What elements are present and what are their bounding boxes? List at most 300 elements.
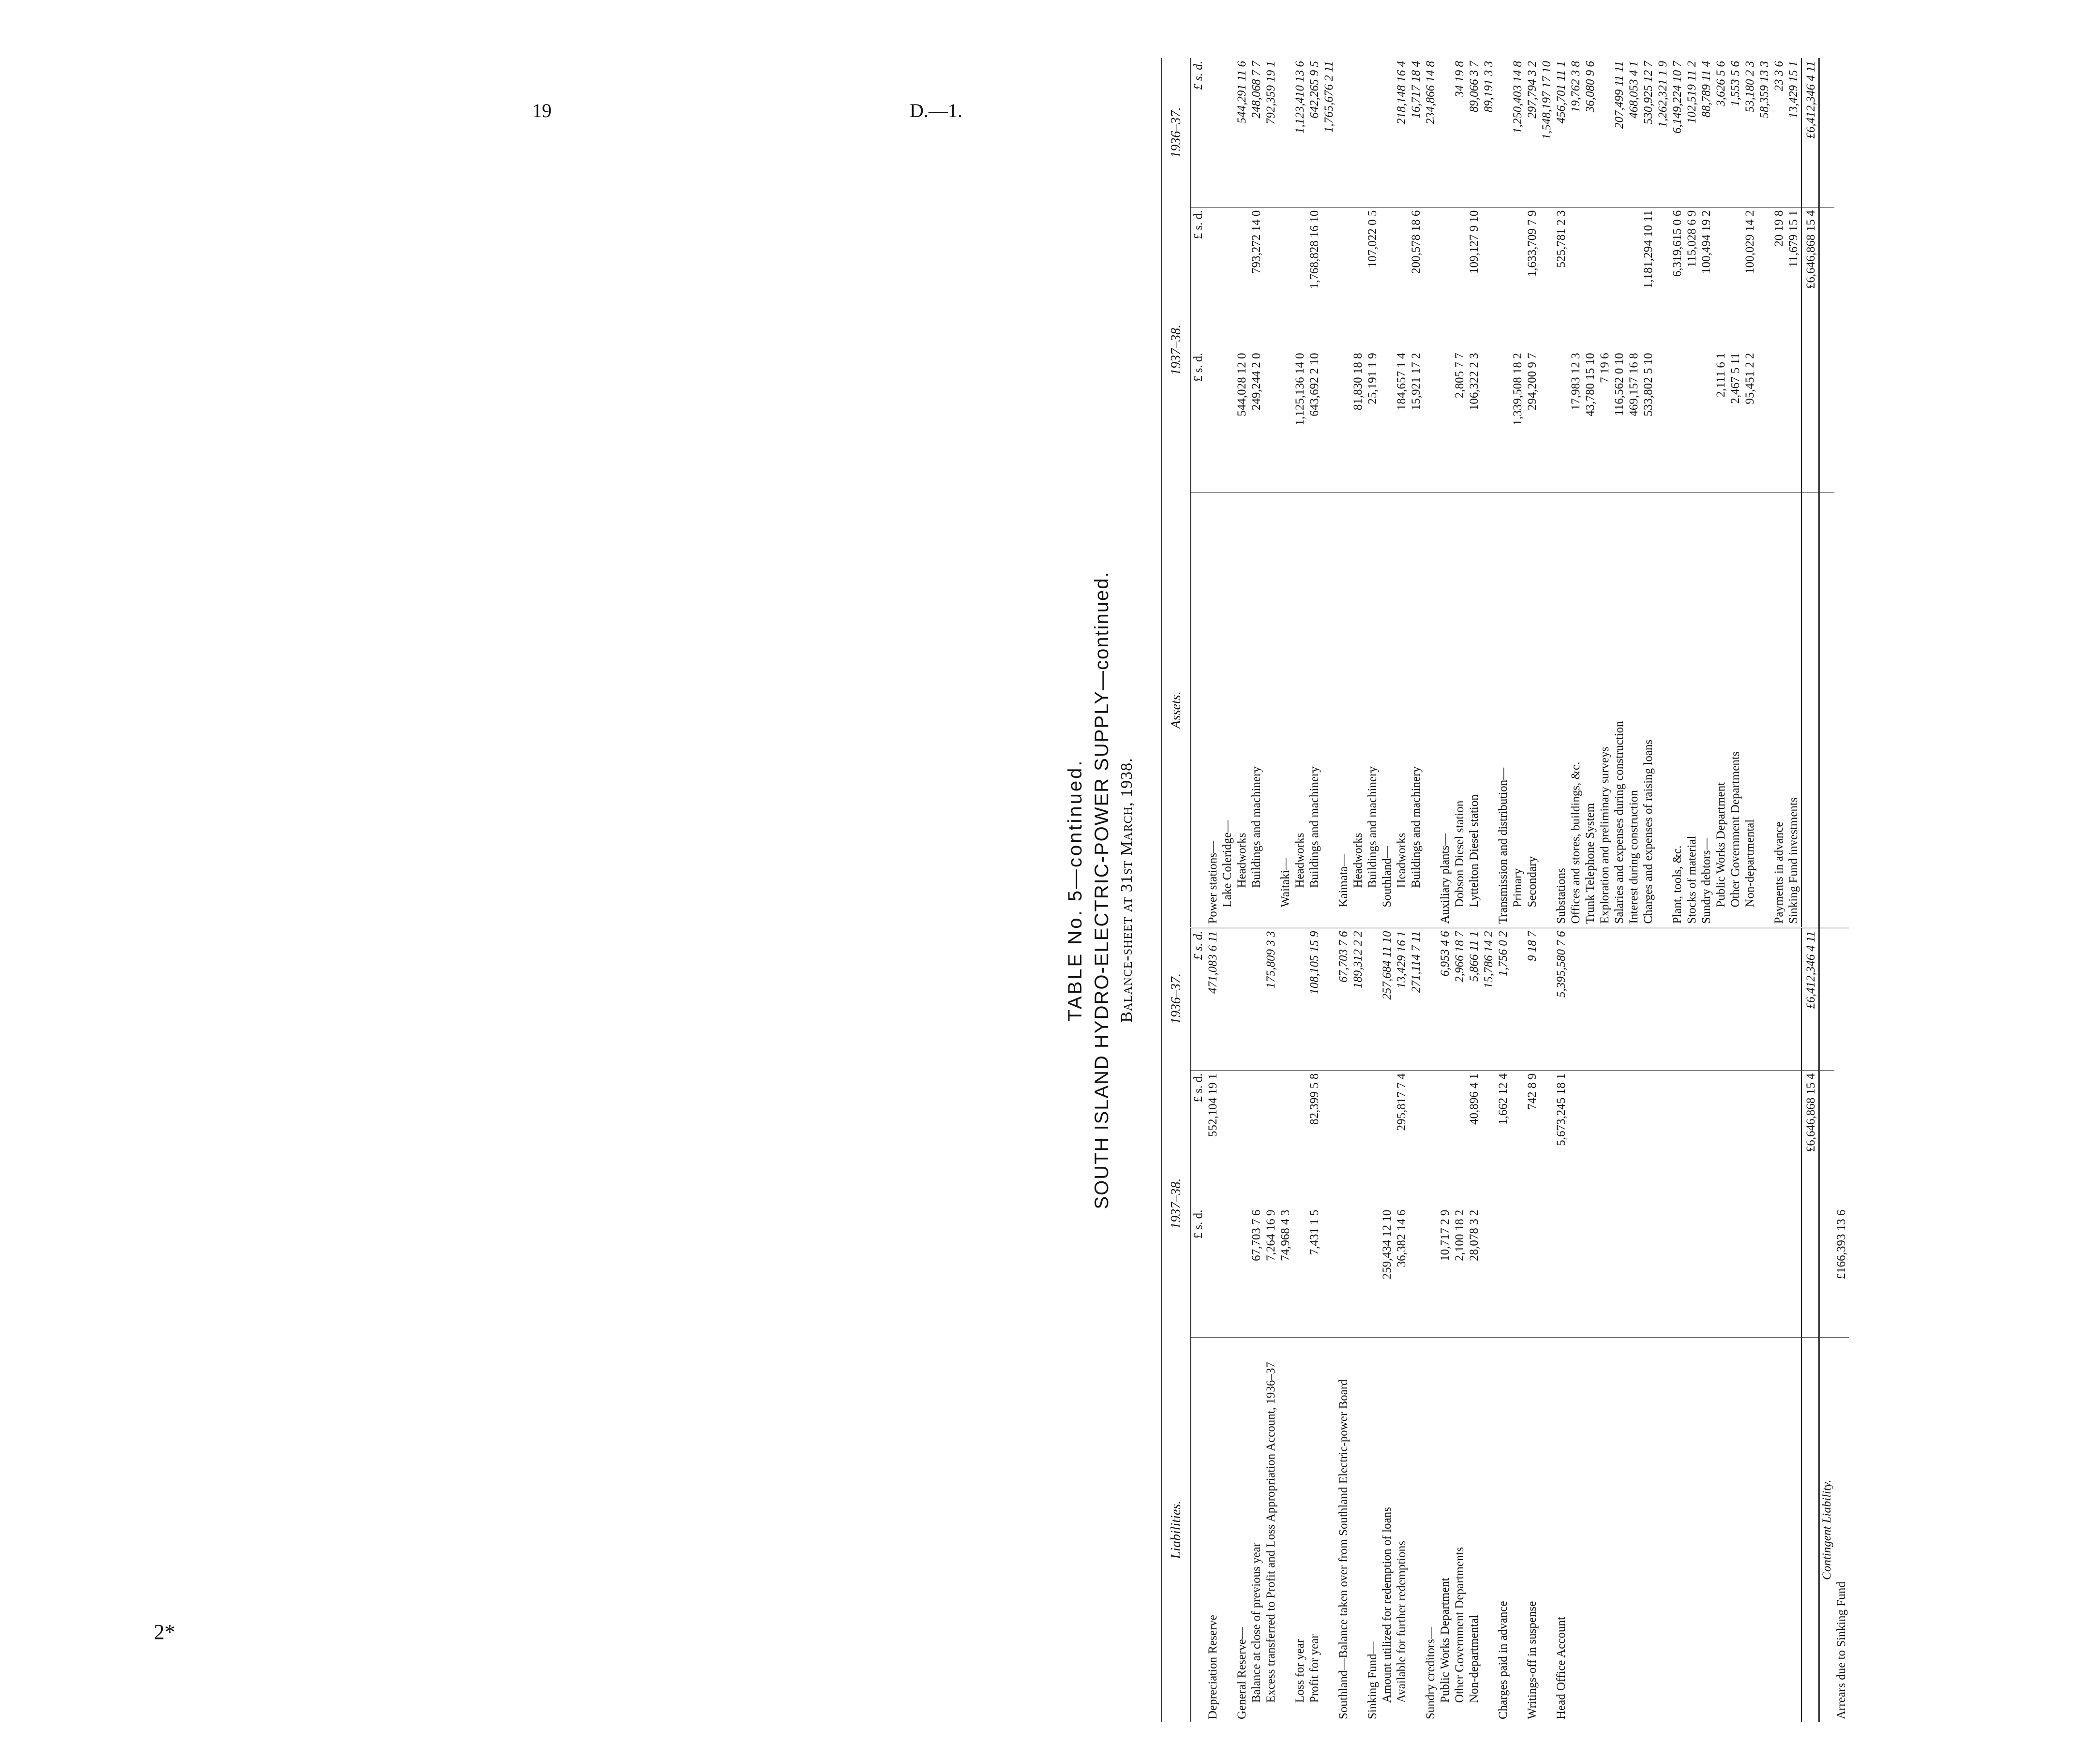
- liability-total-amount: [1598, 1070, 1612, 1207]
- liability-inner-amount: [1699, 1207, 1714, 1338]
- liability-inner-amount: [1511, 1207, 1525, 1338]
- liability-inner-amount: [1685, 1207, 1699, 1338]
- asset-inner-amount: [1336, 350, 1351, 492]
- contingent-heading: Contingent Liability.: [1820, 1479, 1833, 1580]
- units-liab-inner: £ s. d.: [1191, 1207, 1206, 1338]
- asset-inner-amount: 7 19 6: [1598, 350, 1612, 492]
- header-row: [1162, 58, 1191, 1722]
- asset-total-amount: 115,028 6 9: [1685, 210, 1698, 268]
- asset-label: Non-departmental: [1743, 493, 1757, 928]
- liability-inner-amount: 74,968 4 3: [1278, 1207, 1293, 1338]
- liability-inner-amount: [1351, 1207, 1365, 1338]
- liability-label: Amount utilized for redemption of loans: [1380, 1507, 1394, 1703]
- asset-total-amount: 20 19 8: [1772, 210, 1785, 247]
- table-row: [1351, 58, 1365, 1722]
- liability-previous-amount: 9 18 7: [1525, 927, 1540, 1070]
- liability-total-amount: [1264, 1070, 1278, 1207]
- asset-label: Offices and stores, buildings, &c.: [1569, 493, 1583, 928]
- table-row: [1743, 58, 1757, 1722]
- asset-total-amount: 100,494 19 2: [1700, 210, 1713, 274]
- table-row: [1511, 58, 1525, 1722]
- asset-inner-amount: 2,805 7 7: [1453, 350, 1467, 492]
- asset-label: Power stations—: [1206, 493, 1220, 928]
- asset-label: Headworks: [1235, 493, 1249, 928]
- asset-total-amount: 1,181,294 10 11: [1642, 210, 1655, 289]
- asset-total-amount: 1,633,709 7 9: [1526, 210, 1539, 277]
- asset-inner-amount: 249,244 2 0: [1249, 350, 1264, 492]
- asset-inner-amount: 17,983 12 3: [1569, 350, 1583, 492]
- table-row: [1772, 58, 1786, 1722]
- asset-previous-amount: [1438, 58, 1453, 207]
- asset-inner-amount: 1,125,136 14 0: [1293, 350, 1307, 492]
- liability-inner-amount: 259,434 12 10: [1380, 1207, 1395, 1338]
- liability-previous-amount: [1656, 927, 1670, 1070]
- liability-inner-amount: [1496, 1207, 1511, 1338]
- liability-label: Balance at close of previous year: [1250, 1542, 1263, 1703]
- table-row: [1598, 58, 1612, 1722]
- table-row: [1293, 58, 1307, 1722]
- liability-total-amount: 5,673,245 18 1: [1555, 1073, 1568, 1146]
- balance-sheet-title: Balance-sheet at 31st March, 1938.: [1118, 758, 1136, 1023]
- liability-label: Sundry creditors—: [1424, 1627, 1437, 1719]
- asset-label: Buildings and machinery: [1409, 493, 1424, 928]
- asset-previous-amount: 102,519 11 2: [1685, 58, 1699, 207]
- asset-inner-amount: [1685, 350, 1699, 492]
- table-row: [1641, 58, 1656, 1722]
- liability-previous-amount: 6,953 4 6: [1438, 927, 1453, 1070]
- balance-sheet-table: [1161, 58, 1849, 1722]
- asset-1936-37-header: 1936–37.: [1162, 58, 1191, 207]
- liability-total-amount: [1714, 1070, 1728, 1207]
- asset-inner-amount: [1786, 350, 1801, 492]
- asset-previous-amount: [1278, 58, 1293, 207]
- liability-previous-amount: [1220, 927, 1235, 1070]
- asset-label: Dobson Diesel station: [1453, 493, 1467, 928]
- liability-inner-amount: [1627, 1207, 1641, 1338]
- empty-cell: [1834, 58, 1849, 207]
- asset-label: [1757, 493, 1772, 928]
- table-row: [1569, 58, 1583, 1722]
- table-row: [1670, 58, 1685, 1722]
- asset-previous-amount: [1206, 58, 1220, 207]
- asset-inner-amount: [1670, 350, 1685, 492]
- liability-previous-amount: 15,786 14 2: [1482, 927, 1496, 1070]
- liability-total-amount: [1380, 1070, 1395, 1207]
- liability-previous-amount: [1424, 927, 1438, 1070]
- liability-total-amount: 1,662 12 4: [1497, 1073, 1510, 1125]
- asset-total-amount: [1438, 207, 1453, 350]
- table-row: [1220, 58, 1235, 1722]
- asset-previous-amount: 1,553 5 6: [1728, 58, 1743, 207]
- asset-label: Plant, tools, &c.: [1670, 493, 1685, 928]
- asset-total-amount: [1380, 207, 1395, 350]
- liab-1937-38-header: 1937–38.: [1162, 1070, 1191, 1337]
- asset-label: Sinking Fund investments: [1786, 493, 1801, 928]
- asset-previous-amount: 58,359 13 3: [1757, 58, 1772, 207]
- page-number: 19: [532, 100, 552, 121]
- liability-inner-amount: [1612, 1207, 1627, 1338]
- liability-previous-amount: 5,866 11 1: [1467, 927, 1482, 1070]
- empty-cell: [1819, 1207, 1835, 1338]
- asset-total-label: [1801, 493, 1819, 928]
- asset-label: Substations: [1554, 493, 1569, 928]
- liability-total-amount: 742 8 9: [1526, 1073, 1539, 1110]
- empty-cell: [1819, 493, 1835, 928]
- asset-inner-amount: 81,830 18 8: [1351, 350, 1365, 492]
- liability-label: General Reserve—: [1235, 1627, 1248, 1719]
- liability-previous-amount: 108,105 15 9: [1307, 927, 1322, 1070]
- table-row: [1540, 58, 1554, 1722]
- liability-label: [1220, 1337, 1235, 1722]
- totals-row: [1801, 58, 1819, 1722]
- asset-previous-amount: 89,191 3 3: [1482, 58, 1496, 207]
- asset-previous-amount: 1,250,403 14 8: [1511, 58, 1525, 207]
- asset-label: Auxiliary plants—: [1438, 493, 1453, 928]
- asset-inner-amount: 643,692 2 10: [1307, 350, 1322, 492]
- liability-inner-amount: [1235, 1207, 1249, 1338]
- liability-label: Sinking Fund—: [1366, 1641, 1379, 1719]
- asset-previous-amount: [1496, 58, 1511, 207]
- asset-total-amount: 793,272 14 0: [1250, 210, 1263, 274]
- asset-total-amount: 11,679 15 1: [1787, 210, 1800, 268]
- asset-inner-amount: [1540, 350, 1554, 492]
- liability-label: [1714, 1337, 1728, 1722]
- asset-inner-amount: 533,802 5 10: [1641, 350, 1656, 492]
- empty-cell: [1819, 1070, 1835, 1207]
- liabilities-header: Liabilities.: [1162, 1337, 1191, 1722]
- asset-previous-amount: 1,123,410 13 6: [1293, 58, 1307, 207]
- asset-label: Salaries and expenses during construction: [1612, 493, 1627, 928]
- asset-inner-amount: [1220, 350, 1235, 492]
- contingent-label: Arrears due to Sinking Fund: [1835, 1581, 1848, 1719]
- asset-previous-amount: [1380, 58, 1395, 207]
- table-row: [1264, 58, 1278, 1722]
- liability-total-amount: [1482, 1070, 1496, 1207]
- asset-previous-amount: 36,080 9 6: [1583, 58, 1598, 207]
- liability-inner-amount: 36,382 14 6: [1395, 1207, 1409, 1338]
- liability-inner-amount: 10,717 2 9: [1438, 1207, 1453, 1338]
- liability-previous-amount: [1670, 927, 1685, 1070]
- contingent-value: £166,393 13 6: [1834, 1207, 1849, 1338]
- liability-previous-amount: [1583, 927, 1598, 1070]
- asset-previous-amount: 16,717 18 4: [1409, 58, 1424, 207]
- asset-inner-amount: [1380, 350, 1395, 492]
- liability-previous-amount: 257,684 11 10: [1380, 927, 1395, 1070]
- asset-total-amount: 525,781 2 3: [1555, 210, 1568, 268]
- asset-previous-amount: 3,626 5 6: [1714, 58, 1728, 207]
- asset-total-amount: [1583, 207, 1598, 350]
- liability-inner-amount: [1482, 1207, 1496, 1338]
- table-row: [1714, 58, 1728, 1722]
- asset-label: Other Government Departments: [1728, 493, 1743, 928]
- asset-previous-amount: [1598, 58, 1612, 207]
- asset-label: Lyttelton Diesel station: [1467, 493, 1482, 928]
- table-row: [1249, 58, 1264, 1722]
- asset-previous-amount: 234,866 14 8: [1424, 58, 1438, 207]
- asset-total-amount: [1206, 207, 1220, 350]
- liability-label: Excess transferred to Profit and Loss Appropriation Account, 1936–37: [1264, 1362, 1277, 1703]
- asset-inner-amount: [1554, 350, 1569, 492]
- table-row: [1656, 58, 1670, 1722]
- asset-label: Public Works Department: [1714, 493, 1728, 928]
- asset-inner-amount: 2,111 6 1: [1714, 350, 1728, 492]
- asset-inner-amount: [1699, 350, 1714, 492]
- liability-inner-amount: [1365, 1207, 1380, 1338]
- asset-1937-38-header: 1937–38.: [1162, 207, 1191, 492]
- asset-inner-amount: [1264, 350, 1278, 492]
- asset-previous-amount: 456,701 11 1: [1554, 58, 1569, 207]
- asset-previous-amount: 1,262,321 1 9: [1656, 58, 1670, 207]
- liability-label: Depreciation Reserve: [1206, 1615, 1219, 1719]
- liability-total-amount: [1220, 1070, 1235, 1207]
- liability-previous-amount: [1699, 927, 1714, 1070]
- asset-label: Buildings and machinery: [1365, 493, 1380, 928]
- liability-total-amount: [1424, 1070, 1438, 1207]
- table-row: [1467, 58, 1482, 1722]
- asset-inner-amount: 106,322 2 3: [1467, 350, 1482, 492]
- units-liab-prev: £ s. d.: [1191, 927, 1206, 1070]
- liability-label: [1685, 1337, 1699, 1722]
- liability-label: [1728, 1337, 1743, 1722]
- liability-label: [1612, 1337, 1627, 1722]
- liability-previous-amount: [1278, 927, 1293, 1070]
- liability-total-amount: 552,104 19 1: [1206, 1073, 1219, 1137]
- liability-label: [1699, 1337, 1714, 1722]
- table-row: [1612, 58, 1627, 1722]
- asset-total-amount: [1482, 207, 1496, 350]
- liability-previous-amount: [1511, 927, 1525, 1070]
- liability-label: Head Office Account: [1555, 1617, 1568, 1719]
- asset-label: Southland—: [1380, 493, 1395, 928]
- asset-inner-amount: 25,191 1 9: [1365, 350, 1380, 492]
- asset-label: Primary: [1511, 493, 1525, 928]
- liability-previous-amount: 471,083 6 11: [1206, 927, 1220, 1070]
- liability-total-spacer: [1801, 1207, 1819, 1338]
- asset-previous-amount: 13,429 15 1: [1786, 58, 1801, 207]
- liability-label: [1598, 1337, 1612, 1722]
- liability-total-amount: [1336, 1070, 1351, 1207]
- liability-label: [1656, 1337, 1670, 1722]
- units-liab-total: £ s. d.: [1192, 1073, 1205, 1102]
- asset-total-amount: [1395, 207, 1409, 350]
- asset-total-amount: [1336, 207, 1351, 350]
- table-row: [1395, 58, 1409, 1722]
- table-row: [1438, 58, 1453, 1722]
- asset-inner-amount: 184,657 1 4: [1395, 350, 1409, 492]
- liability-inner-amount: [1641, 1207, 1656, 1338]
- asset-label: Trunk Telephone System: [1583, 493, 1598, 928]
- liability-previous-amount: 5,395,580 7 6: [1554, 927, 1569, 1070]
- asset-label: Headworks: [1351, 493, 1365, 928]
- asset-total-amount: [1598, 207, 1612, 350]
- liability-previous-amount: 67,703 7 6: [1336, 927, 1351, 1070]
- asset-label: Interest during construction: [1627, 493, 1641, 928]
- asset-total-amount: [1424, 207, 1438, 350]
- liab-1936-37-header: 1936–37.: [1162, 927, 1191, 1070]
- table-row: [1409, 58, 1424, 1722]
- liability-previous-amount: [1743, 927, 1757, 1070]
- liability-label: [1482, 1337, 1496, 1722]
- asset-previous-amount: 34 19 8: [1453, 58, 1467, 207]
- liability-label: [1757, 1337, 1772, 1722]
- liability-label: Writings-off in suspense: [1526, 1601, 1539, 1719]
- asset-total-amount: [1728, 207, 1743, 350]
- asset-total-amount: [1627, 207, 1641, 350]
- asset-label: Buildings and machinery: [1307, 493, 1322, 928]
- asset-inner-amount: [1206, 350, 1220, 492]
- liability-previous-amount: [1757, 927, 1772, 1070]
- liability-total-amount: [1670, 1070, 1685, 1207]
- liability-inner-amount: [1598, 1207, 1612, 1338]
- asset-label: [1482, 493, 1496, 928]
- asset-label: Headworks: [1293, 493, 1307, 928]
- units-row: [1191, 58, 1206, 1722]
- asset-total-amount: 200,578 18 6: [1410, 210, 1423, 274]
- table-row: [1786, 58, 1801, 1722]
- liability-inner-amount: [1220, 1207, 1235, 1338]
- asset-total-amount: [1351, 207, 1365, 350]
- empty-cell: [1819, 350, 1835, 492]
- liability-label: Profit for year: [1308, 1634, 1321, 1703]
- liability-total-amount: [1656, 1070, 1670, 1207]
- asset-label: Secondary: [1525, 493, 1540, 928]
- liability-label: [1743, 1337, 1757, 1722]
- empty-cell: [1819, 927, 1835, 1070]
- liability-grand-total-previous: £6,412,346 4 11: [1801, 927, 1819, 1070]
- asset-inner-amount: [1482, 350, 1496, 492]
- liability-label: [1786, 1337, 1801, 1722]
- table-row: [1496, 58, 1511, 1722]
- units-asset-prev: £ s. d.: [1191, 58, 1206, 207]
- asset-previous-amount: 88,789 11 4: [1699, 58, 1714, 207]
- liability-label: [1627, 1337, 1641, 1722]
- asset-total-amount: [1322, 207, 1336, 350]
- table-row: [1728, 58, 1743, 1722]
- asset-label: Sundry debtors—: [1699, 493, 1714, 928]
- liability-previous-amount: [1627, 927, 1641, 1070]
- liability-total-amount: [1322, 1070, 1336, 1207]
- liability-label: Available for further redemptions: [1395, 1541, 1408, 1703]
- liability-inner-amount: [1569, 1207, 1583, 1338]
- table-row: [1380, 58, 1395, 1722]
- liability-previous-amount: [1365, 927, 1380, 1070]
- liability-inner-amount: [1670, 1207, 1685, 1338]
- liability-previous-amount: [1598, 927, 1612, 1070]
- asset-grand-total-previous: £6,412,346 4 11: [1801, 58, 1819, 207]
- liability-total-amount: [1438, 1070, 1453, 1207]
- asset-inner-amount: [1438, 350, 1453, 492]
- liability-previous-amount: [1540, 927, 1554, 1070]
- liability-previous-amount: [1569, 927, 1583, 1070]
- liability-label: [1540, 1337, 1554, 1722]
- asset-previous-amount: 23 3 6: [1772, 58, 1786, 207]
- liability-label: Loss for year: [1293, 1639, 1306, 1703]
- asset-label: Payments in advance: [1772, 493, 1786, 928]
- liability-total-amount: [1569, 1070, 1583, 1207]
- units-asset-total: £ s. d.: [1192, 210, 1205, 239]
- asset-total-amount: [1453, 207, 1467, 350]
- asset-inner-amount: [1757, 350, 1772, 492]
- balance-sheet-body: [1206, 58, 1849, 1722]
- table-row: [1307, 58, 1322, 1722]
- rotated-page-content: [1065, 58, 2100, 1722]
- asset-total-amount: [1264, 207, 1278, 350]
- liability-previous-amount: [1249, 927, 1264, 1070]
- liability-previous-amount: [1786, 927, 1801, 1070]
- asset-previous-amount: 89,066 3 7: [1467, 58, 1482, 207]
- liability-inner-amount: [1728, 1207, 1743, 1338]
- units-asset-inner: £ s. d.: [1191, 350, 1206, 492]
- asset-previous-amount: 248,068 7 7: [1249, 58, 1264, 207]
- asset-previous-amount: [1351, 58, 1365, 207]
- liability-total-amount: 40,896 4 1: [1468, 1073, 1481, 1125]
- asset-label: [1656, 493, 1670, 928]
- liability-label: Non-departmental: [1468, 1615, 1481, 1703]
- liability-label: [1583, 1337, 1598, 1722]
- document-reference: D.—1.: [910, 100, 962, 121]
- table-row: [1453, 58, 1467, 1722]
- table-row: [1482, 58, 1496, 1722]
- table-row: [1322, 58, 1336, 1722]
- table-row: [1627, 58, 1641, 1722]
- empty-cell: [1834, 207, 1849, 350]
- asset-label: Transmission and distribution—: [1496, 493, 1511, 928]
- liability-label: Charges paid in advance: [1497, 1601, 1510, 1719]
- empty-cell: [1834, 1070, 1849, 1207]
- liability-inner-amount: [1409, 1207, 1424, 1338]
- asset-inner-amount: 2,467 5 11: [1728, 350, 1743, 492]
- asset-total-amount: 6,319,615 0 6: [1671, 210, 1684, 277]
- liability-inner-amount: 2,100 18 2: [1453, 1207, 1467, 1338]
- liability-inner-amount: [1656, 1207, 1670, 1338]
- asset-inner-amount: [1772, 350, 1786, 492]
- asset-inner-amount: 1,339,508 18 2: [1511, 350, 1525, 492]
- liability-total-amount: [1583, 1070, 1598, 1207]
- liability-label: [1322, 1337, 1336, 1722]
- asset-total-amount: 100,029 14 2: [1743, 210, 1756, 274]
- asset-label: [1322, 493, 1336, 928]
- asset-previous-amount: 6,149,224 10 7: [1670, 58, 1685, 207]
- table-row: [1699, 58, 1714, 1722]
- asset-label: Exploration and preliminary surveys: [1598, 493, 1612, 928]
- liability-total-amount: [1627, 1070, 1641, 1207]
- asset-label: Lake Coleridge—: [1220, 493, 1235, 928]
- asset-previous-amount: 297,794 3 2: [1525, 58, 1540, 207]
- asset-previous-amount: 1,548,197 17 10: [1540, 58, 1554, 207]
- contingent-row: [1834, 58, 1849, 1722]
- table-row: [1685, 58, 1699, 1722]
- table-row: [1336, 58, 1351, 1722]
- asset-total-amount: 1,768,828 16 10: [1308, 210, 1321, 289]
- asset-inner-amount: 469,157 16 8: [1627, 350, 1641, 492]
- asset-previous-amount: 530,925 12 7: [1641, 58, 1656, 207]
- liability-label: [1569, 1337, 1583, 1722]
- liability-total-amount: [1699, 1070, 1714, 1207]
- liability-total-amount: [1453, 1070, 1467, 1207]
- liability-previous-amount: [1235, 927, 1249, 1070]
- asset-total-amount: [1569, 207, 1583, 350]
- liability-previous-amount: [1612, 927, 1627, 1070]
- liability-total-amount: [1685, 1070, 1699, 1207]
- liability-label: [1641, 1337, 1656, 1722]
- liability-total-amount: [1743, 1070, 1757, 1207]
- asset-inner-amount: 116,562 0 10: [1612, 350, 1627, 492]
- asset-inner-amount: [1656, 350, 1670, 492]
- table-row: [1554, 58, 1569, 1722]
- asset-label: Charges and expenses of raising loans: [1641, 493, 1656, 928]
- liability-total-amount: [1235, 1070, 1249, 1207]
- table-row: [1206, 58, 1220, 1722]
